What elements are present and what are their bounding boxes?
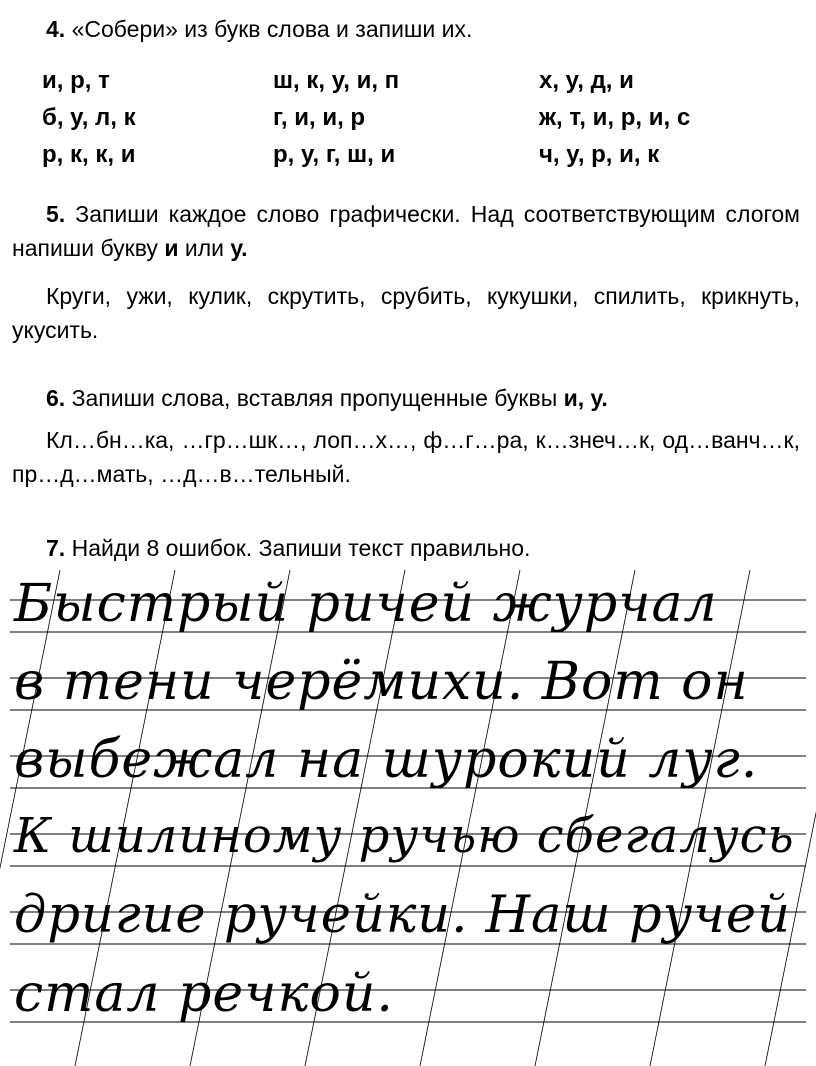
task-6	[12, 381, 800, 491]
letter-sets	[42, 62, 802, 173]
task-7-text: Найди 8 ошибок. Запиши текст правильно.	[71, 535, 531, 561]
letter-set: ж, т, и, р, и, с	[539, 104, 691, 131]
task-5-or: или	[184, 235, 224, 261]
task-4-number: 4.	[46, 16, 66, 42]
task-5-number: 5.	[46, 201, 66, 227]
copybook-area	[0, 570, 816, 1066]
task-5-letter-u: у.	[230, 235, 248, 261]
letter-row	[42, 136, 802, 173]
task-5-instruction	[12, 197, 800, 265]
task-7	[12, 533, 800, 563]
task-5-text: Запиши каждое слово графически. Над соответствующим слогом напиши букву	[12, 201, 800, 261]
handwriting-line: стал речкой.	[14, 964, 394, 1024]
letter-row	[42, 62, 802, 99]
task-6-instruction	[12, 381, 800, 415]
letter-row	[42, 99, 802, 136]
task-6-number: 6.	[46, 385, 66, 411]
task-5-letter-i: и	[164, 235, 179, 261]
handwriting-line: Быстрый ричей журчал	[14, 574, 718, 634]
handwriting-line: К шилиному ручью сбегалусь	[14, 808, 795, 864]
handwriting-line: в тени черёмихи. Вот он	[14, 652, 749, 712]
task-4-title	[12, 14, 800, 44]
letter-set: ш, к, у, и, п	[273, 67, 400, 94]
task-5-words: Круги, ужи, кулик, скрутить, срубить, кукушки, спилить, крикнуть, укусить.	[12, 283, 800, 343]
task-4-text: «Собери» из букв слова и запиши их.	[71, 16, 473, 42]
task-7-number: 7.	[46, 535, 66, 561]
letter-set: б, у, л, к	[42, 104, 136, 131]
task-7-title	[12, 533, 800, 563]
letter-set: р, у, г, ш, и	[273, 141, 396, 168]
task-6-letters: и, у.	[563, 385, 608, 411]
letter-set: р, к, к, и	[42, 141, 136, 168]
letter-set: и, р, т	[42, 67, 110, 94]
handwriting-line: дригие ручейки. Наш ручей	[14, 886, 791, 945]
letter-set: г, и, и, р	[273, 104, 366, 131]
task-5	[12, 197, 800, 347]
task-6-words: Кл…бн…ка, …гр…шк…, лоп…х…, ф…г…ра, к…знеч…к, од…ванч…к, пр…д…мать, …д…в…тельный.	[12, 427, 800, 487]
handwriting-line: выбежал на шурокий луг.	[14, 730, 759, 790]
letter-set: х, у, д, и	[539, 67, 634, 94]
task-6-text: Запиши слова, вставляя пропущенные буквы	[71, 385, 558, 411]
task-4	[12, 14, 800, 44]
letter-set: ч, у, р, и, к	[539, 141, 660, 168]
